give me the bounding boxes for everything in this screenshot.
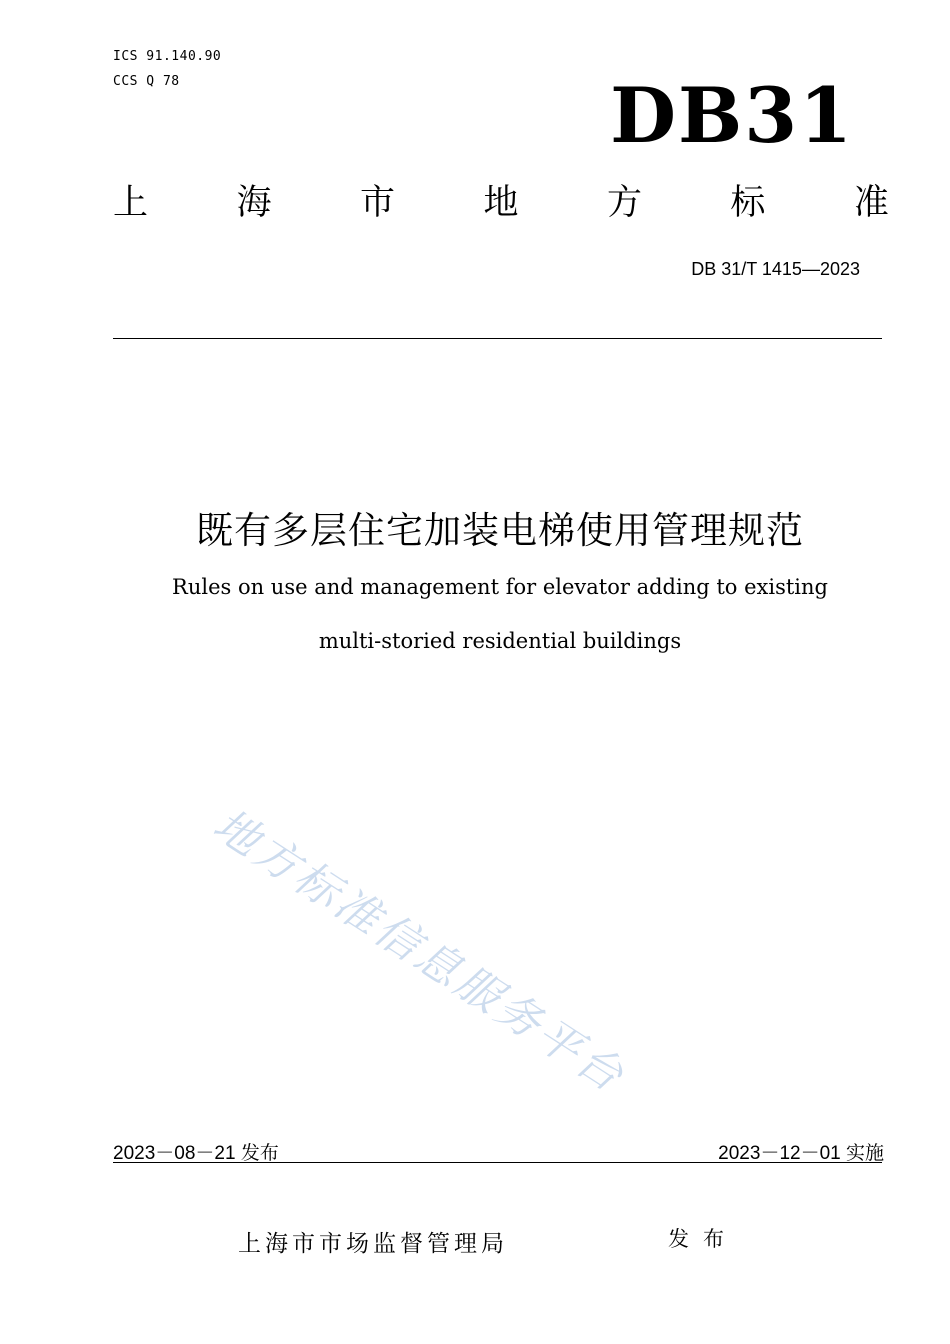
standard-number: DB 31/T 1415—2023	[691, 259, 860, 279]
standard-category	[113, 183, 889, 223]
ccs-code: CCS Q 78	[113, 74, 180, 89]
category-char: 标	[730, 183, 766, 223]
implement-date: 2023－12－01 实施	[718, 1143, 884, 1164]
title-english-line-2: multi-storied residential buildings	[318, 629, 682, 653]
issue-label: 发布	[668, 1227, 738, 1251]
title-english-line-1: Rules on use and management for elevator adding to existing	[172, 575, 828, 599]
header-divider	[113, 338, 882, 339]
title-chinese: 既有多层住宅加装电梯使用管理规范	[196, 509, 804, 552]
category-char: 方	[606, 183, 642, 223]
issuing-authority: 上海市市场监督管理局	[238, 1231, 508, 1257]
category-char: 海	[236, 183, 272, 223]
category-char: 上	[113, 183, 149, 223]
footer-divider	[113, 1162, 882, 1163]
watermark: 地方标准信息服务平台	[204, 799, 635, 1104]
category-char: 准	[853, 183, 889, 223]
standard-code-logo: DB31	[610, 71, 854, 160]
category-char: 地	[483, 183, 519, 223]
ics-code: ICS 91.140.90	[113, 49, 222, 64]
publish-date: 2023－08－21 发布	[113, 1143, 279, 1164]
category-char: 市	[359, 183, 395, 223]
